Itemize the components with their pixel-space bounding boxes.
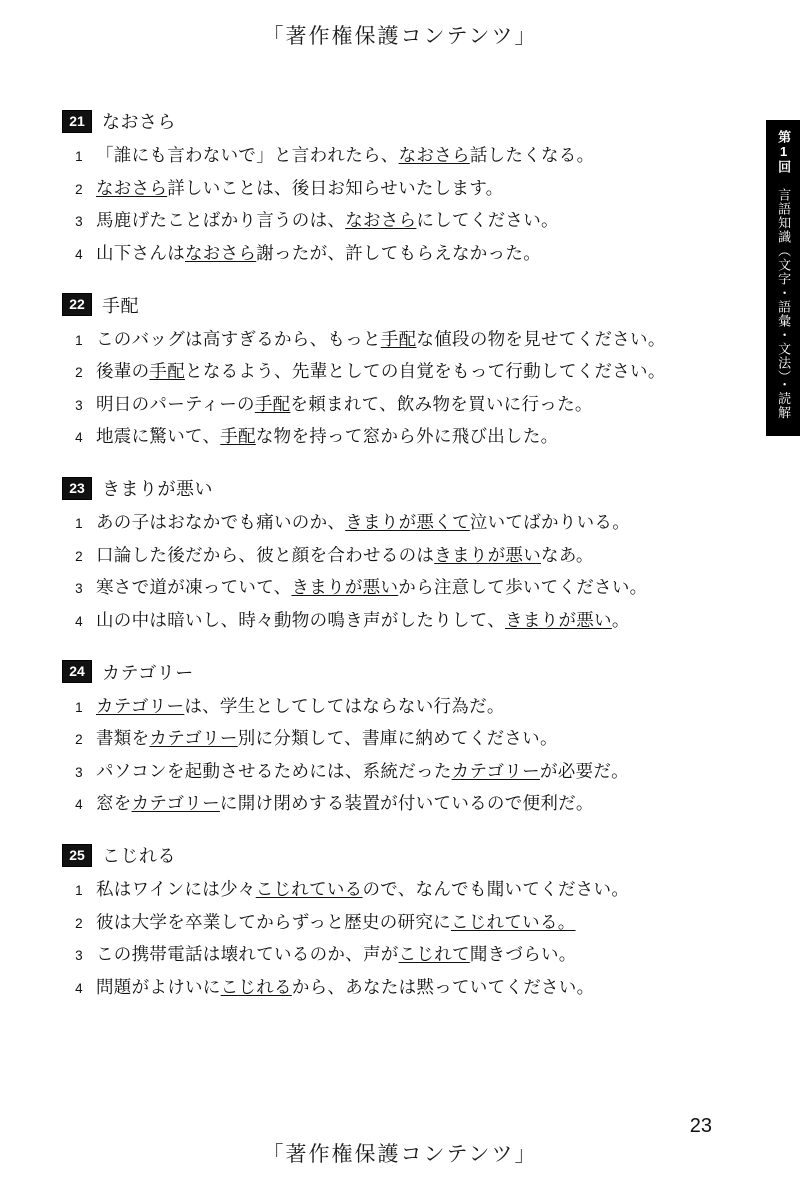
choice-text [96,792,702,816]
choice-text-before: 私はワインには少々 [96,879,256,899]
question-header [62,108,702,134]
question-number-badge: 23 [62,477,92,500]
choice-text [96,242,702,266]
choice-number: 4 [75,980,83,996]
choice-text [96,328,702,352]
choice-text-before: 彼は大学を卒業してからずっと歴史の研究に [96,911,451,932]
header-copyright-note: 「著作権保護コンテンツ」 [262,24,538,48]
choice-text-before: 地震に驚いて、 [96,426,221,447]
choice-underlined-word: 手配 [380,328,417,349]
choice-text-before: 「誰にも言わないで」と言われたら、 [96,145,399,165]
question-block [62,292,702,450]
choice-number: 4 [75,246,83,262]
choice-text [96,209,702,233]
choice-text [96,511,702,535]
choice-number: 3 [75,948,83,964]
choice-text-after: となるよう、先輩としての自覚をもって行動してください。 [185,361,666,382]
choice-text [96,144,702,168]
choice-text-after: が必要だ。 [539,760,629,781]
choice-text [96,911,702,935]
answer-choice[interactable] [62,976,702,1000]
choice-underlined-word: こじれる [220,976,292,997]
choice-text-after: なあ。 [541,544,594,565]
choice-text-before: 書類を [96,728,150,749]
question-header [62,659,702,685]
choice-text-before: 窓を [96,793,132,814]
choice-text-before: 寒さで道が凍っていて、 [96,577,292,598]
side-tab [766,120,800,436]
choice-number: 3 [75,581,83,597]
choice-underlined-word: なおさら [345,210,417,231]
choice-number: 1 [75,149,83,164]
choice-underlined-word: きまりが悪くて [345,512,470,532]
answer-choice[interactable] [62,242,702,266]
choice-number: 2 [75,181,83,197]
question-block [62,108,702,266]
choice-text [96,878,702,902]
choice-text-after: 謝ったが、許してもらえなかった。 [256,242,542,263]
choice-underlined-word: こじれて [398,944,470,965]
choice-underlined-word: こじれている。 [450,911,576,932]
choice-text [96,393,702,417]
answer-choice[interactable] [62,609,702,633]
choice-underlined-word: 手配 [220,426,256,447]
choice-underlined-word: なおさら [185,242,257,263]
choice-text-before: このバッグは高すぎるから、もっと [96,328,381,349]
answer-choice[interactable] [62,425,702,449]
choice-number: 1 [75,883,83,898]
question-number-badge: 22 [62,293,92,316]
choice-text-before: 後輩の [96,361,150,382]
choice-number: 2 [75,548,83,564]
choice-underlined-word: こじれている [255,879,363,899]
questions-container [62,108,702,1026]
choice-text-after: 話したくなる。 [469,145,595,165]
choice-text-after: ので、なんでも聞いてください。 [362,879,630,899]
question-header [62,475,702,501]
question-number-badge: 25 [62,844,92,867]
choice-text [96,943,702,967]
choice-text-after: にしてください。 [416,210,559,231]
choice-underlined-word: カテゴリー [131,793,220,814]
choice-text [96,727,702,751]
choice-number: 2 [75,365,83,381]
choice-text [96,425,702,449]
choice-text [96,760,702,784]
choice-text [96,976,702,1000]
choice-number: 3 [75,764,83,780]
choice-text-after: 別に分類して、書庫に納めてください。 [237,728,558,749]
choice-text-before: パソコンを起動させるためには、系統だった [96,760,452,781]
question-block [62,842,702,1000]
answer-choice[interactable] [62,177,702,201]
answer-choice[interactable] [62,792,702,816]
question-target-word: こじれる [102,846,176,866]
choice-text-after: な物を持って窓から外に飛び出した。 [255,426,559,447]
choice-text-before: 明日のパーティーの [96,393,255,414]
answer-choice[interactable] [62,576,702,600]
choice-text-after: は、学生としてしてはならない行為だ。 [184,695,505,716]
choice-number: 2 [75,732,83,748]
choice-text-after: から注意して歩いてください。 [398,577,648,598]
choice-underlined-word: 手配 [149,361,186,382]
choice-number: 4 [75,613,83,629]
choice-underlined-word: なおさら [398,145,470,165]
answer-choice[interactable] [62,511,702,535]
answer-choice[interactable] [62,544,702,568]
choice-text-after: に開け閉めする装置が付いているので便利だ。 [219,793,594,814]
choice-text-after: 詳しいことは、後日お知らせいたします。 [167,177,504,198]
footer-copyright-note: 「著作権保護コンテンツ」 [262,1142,538,1166]
question-target-word: きまりが悪い [102,479,213,499]
choice-text-before: 馬鹿げたことばかり言うのは、 [96,210,346,231]
choice-text-after: から、あなたは黙っていてください。 [291,976,595,997]
choice-text-after: な値段の物を見せてください。 [416,328,666,349]
question-target-word: なおさら [102,112,176,132]
choice-text-before: 山下さんは [96,242,185,263]
answer-choice[interactable] [62,360,702,384]
choice-underlined-word: きまりが悪い [291,577,399,598]
choice-number: 1 [75,516,83,531]
question-header [62,842,702,868]
choice-underlined-word: 手配 [254,393,291,414]
choice-underlined-word: カテゴリー [149,728,238,749]
choice-number: 1 [75,332,83,348]
choice-underlined-word: カテゴリー [451,760,540,781]
choice-number: 3 [75,397,83,413]
choice-text-after: 聞きづらい。 [469,944,577,965]
choice-text-before: この携帯電話は壊れているのか、声が [96,944,399,965]
choice-underlined-word: なおさら [96,177,168,198]
question-target-word: 手配 [102,295,139,316]
answer-choice[interactable] [62,328,702,352]
choice-text-after: 泣いてばかりいる。 [469,512,631,532]
question-number-badge: 24 [62,660,92,683]
answer-choice[interactable] [62,878,702,902]
answer-choice[interactable] [62,144,702,168]
choice-number: 2 [75,915,83,931]
answer-choice[interactable] [62,943,702,967]
choice-text-after: を頼まれて、飲み物を買いに行った。 [290,393,593,414]
choice-underlined-word: カテゴリー [96,695,185,716]
side-tab-title: 第1回 [776,130,792,174]
choice-number: 4 [75,430,83,446]
question-block [62,475,702,633]
choice-number: 1 [75,699,83,715]
choice-text-before: 口論した後だから、彼と顔を合わせるのは [96,544,435,565]
question-block [62,659,702,817]
answer-choice[interactable] [62,209,702,233]
choice-underlined-word: きまりが悪い [505,609,612,630]
choice-underlined-word: きまりが悪い [434,544,542,565]
answer-choice[interactable] [62,760,702,784]
choice-text [96,360,702,384]
choice-number: 3 [75,214,83,230]
choice-number: 4 [75,797,83,813]
answer-choice[interactable] [62,695,702,719]
question-number-badge: 21 [62,110,92,133]
choice-text-before: 山の中は暗いし、時々動物の鳴き声がしたりして、 [96,609,506,630]
choice-text-before: あの子はおなかでも痛いのか、 [96,512,346,532]
choice-text [96,695,702,719]
choice-text-before: 問題がよけいに [96,976,221,997]
choice-text [96,576,702,600]
choice-text [96,609,702,633]
answer-choice[interactable] [62,393,702,417]
answer-choice[interactable] [62,727,702,751]
choice-text [96,544,702,568]
page-number: 23 [689,1115,712,1137]
question-target-word: カテゴリー [102,662,194,683]
choice-text [96,177,702,201]
answer-choice[interactable] [62,911,702,935]
side-tab-subtitle: 言語知識（文字・語彙・文法）・読解 [776,188,792,420]
choice-text-after: 。 [611,609,630,630]
question-header [62,292,702,318]
